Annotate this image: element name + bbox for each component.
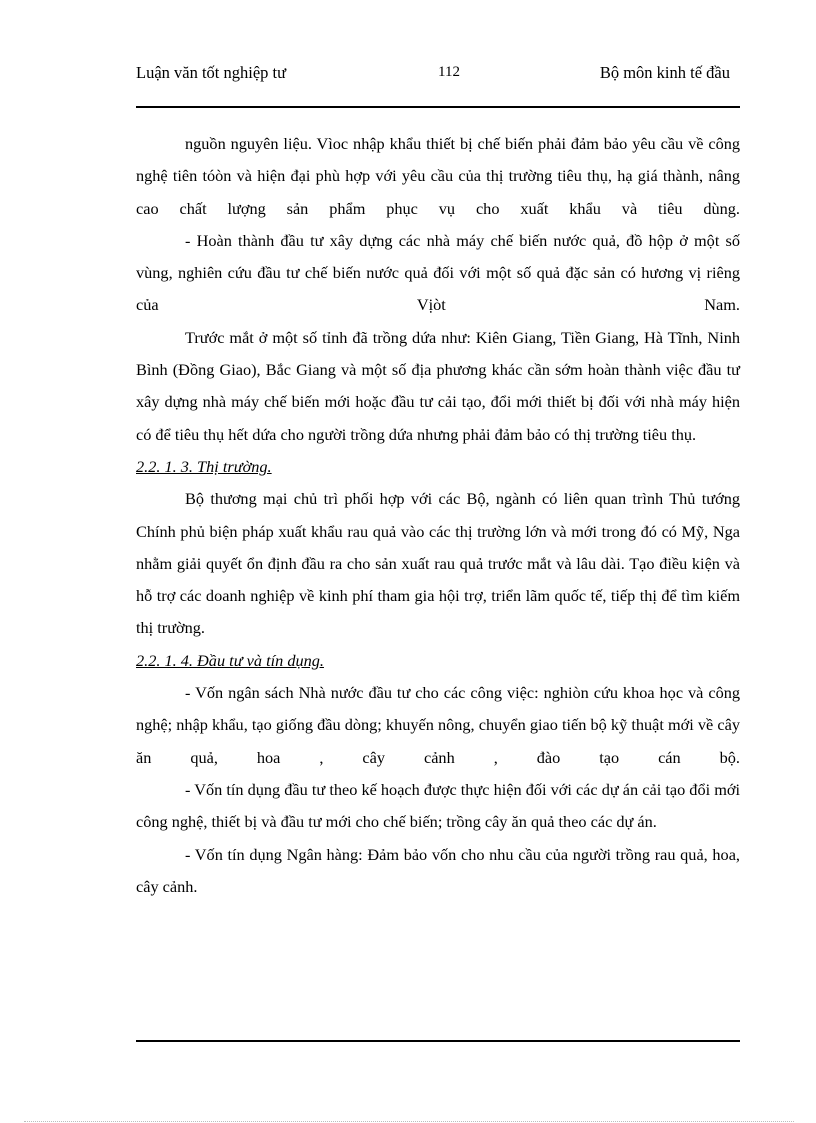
paragraph-investment-credit: - Vốn tín dụng đầu tư theo kế hoạch được thực hiện đối với các dự án cải tạo đổi mới công nghệ, thiết bị và đầu tư mới cho chế biến; trồng cây ăn quả theo các dự án. bbox=[136, 779, 740, 832]
section-heading-investment-credit: 2.2. 1. 4. Đầu tư và tín dụng. bbox=[136, 650, 324, 670]
page-number: 112 bbox=[438, 64, 460, 80]
header-department: Bộ môn kinh tế đầu bbox=[599, 63, 730, 82]
footer-rule bbox=[136, 1040, 740, 1042]
header-thesis-title: Luận văn tốt nghiệp tư bbox=[136, 63, 287, 82]
body-text bbox=[136, 128, 740, 903]
paragraph-state-budget: - Vốn ngân sách Nhà nước đầu tư cho các công việc: nghiòn cứu khoa học và công nghệ; nhập khẩu, tạo giống đầu dòng; khuyến nông, chuyển giao tiến bộ kỹ thuật mới về cây ăn quả, hoa , cây cảnh , đào tạo cán bộ. bbox=[136, 683, 740, 767]
paragraph-pineapple-provinces: Trước mắt ở một số tỉnh đã trồng dứa như: Kiên Giang, Tiền Giang, Hà Tĩnh, Ninh Bình (Đồng Giao), Bắc Giang và một số địa phương khác cần sớm hoàn thành việc đầu tư xây dựng nhà máy chế biến mới hoặc đầu tư cải tạo, đổi mới thiết bị đối với nhà máy hiện có để tiêu thụ hết dứa cho người trồng dứa nhưng phải đảm bảo có thị trường tiêu thụ. bbox=[136, 327, 740, 444]
section-heading-market: 2.2. 1. 3. Thị trường. bbox=[136, 456, 272, 476]
paragraph-import-equipment: nguồn nguyên liệu. Vìoc nhập khẩu thiết bị chế biến phải đảm bảo yêu cầu về công nghệ tiên tóòn và hiện đại phù hợp với yêu cầu của thị trường tiêu thụ, hạ giá thành, nâng cao chất lượng sản phẩm phục vụ cho xuất khẩu và tiêu dùng. bbox=[136, 134, 740, 218]
paragraph-juice-factories: - Hoàn thành đầu tư xây dựng các nhà máy chế biến nước quả, đồ hộp ở một số vùng, nghiên cứu đầu tư chế biến nước quả đối với một số quả đặc sản có hương vị riêng của Vịòt Nam. bbox=[136, 230, 740, 315]
page-header bbox=[136, 60, 740, 108]
paragraph-market: Bộ thương mại chủ trì phối hợp với các Bộ, ngành có liên quan trình Thủ tướng Chính phủ biện pháp xuất khẩu rau quả vào các thị trường lớn và mới trong đó có Mỹ, Nga nhằm giải quyết ổn định đầu ra cho sản xuất rau quả trước mắt và lâu dài. Tạo điều kiện và hỗ trợ các doanh nghiệp về kinh phí tham gia hội trợ, triển lãm quốc tế, tiếp thị để tìm kiếm thị trường. bbox=[136, 489, 740, 638]
page-edge-divider bbox=[24, 1121, 794, 1122]
paragraph-bank-credit: - Vốn tín dụng Ngân hàng: Đảm bảo vốn cho nhu cầu của người trồng rau quả, hoa, cây cảnh. bbox=[136, 844, 740, 896]
